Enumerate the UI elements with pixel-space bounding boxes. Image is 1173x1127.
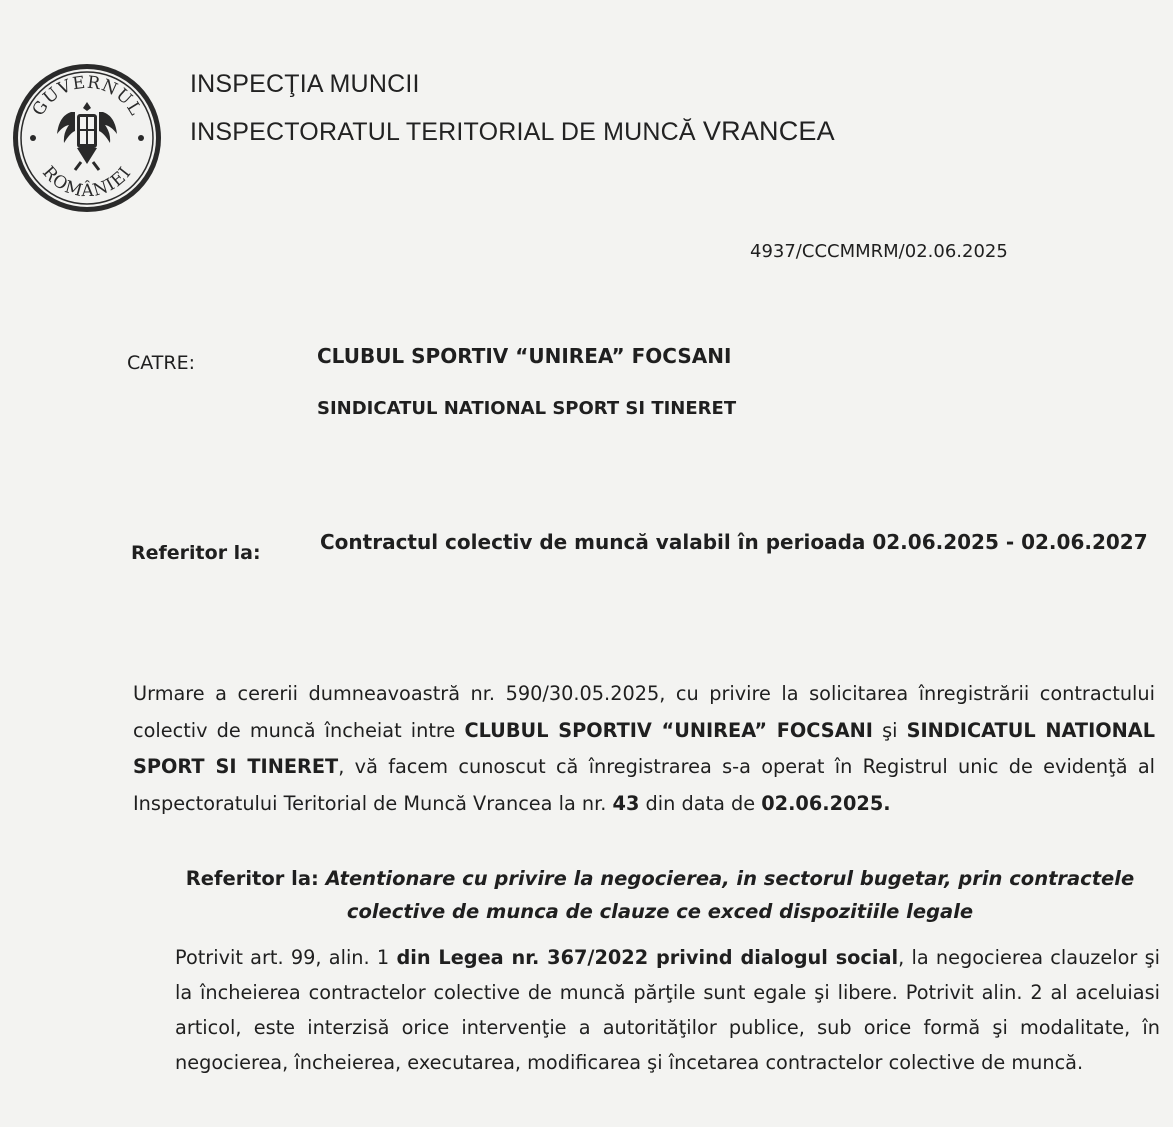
registration-number: 4937/CCCMMRM/02.06.2025 bbox=[750, 241, 1008, 262]
paragraph-bold-number: 43 bbox=[612, 791, 640, 815]
inspectorate-prefix: INSPECTORATUL TERITORIAL DE MUNCĂ bbox=[190, 118, 696, 146]
paragraph-text: şi bbox=[872, 718, 907, 742]
paragraph-bold-club: CLUBUL SPORTIV “UNIREA” FOCSANI bbox=[464, 718, 873, 742]
recipients-label: CATRE: bbox=[127, 352, 196, 374]
paragraph-text: Urmare a cererii dumneavoastră nr. 590/30.05.2025, cu privire la solicitarea înregistrării contractului colectiv de muncă încheiat intre bbox=[133, 682, 1155, 742]
paragraph-bold-law: din Legea nr. 367/2022 privind dialogul social bbox=[396, 946, 899, 969]
warning-reference bbox=[165, 862, 1155, 928]
reference-label: Referitor la: bbox=[131, 542, 261, 564]
paragraph-bold-date: 02.06.2025. bbox=[761, 791, 891, 815]
paragraph-text: , la negocierea clauzelor şi la încheierea contractelor colective de muncă părţile sunt egale şi libere. Potrivit alin. 2 al aceluiasi articol, este interzisă orice intervenţie a autorităţilor publice, sub orice formă şi modalitate, în negocierea, încheierea, executarea, modificarea şi încetarea contractelor colective de muncă. bbox=[175, 946, 1161, 1074]
government-seal bbox=[11, 62, 163, 214]
paragraph-bold-union: SINDICATUL NATIONAL SPORT SI TINERET bbox=[133, 718, 1155, 778]
svg-text:ROMÂNIEI: ROMÂNIEI bbox=[38, 162, 136, 202]
svg-text:GUVERNUL: GUVERNUL bbox=[28, 72, 146, 120]
paragraph-text: Potrivit art. 99, alin. 1 bbox=[175, 946, 397, 969]
legal-paragraph bbox=[175, 940, 1160, 1080]
inspectorate-county: VRANCEA bbox=[702, 116, 835, 146]
warning-reference-subject: Atentionare cu privire la negocierea, in sectorul bugetar, prin contractele colective de munca de clauze ce exced dispozitiile legale bbox=[325, 867, 1135, 923]
paragraph-text: din data de bbox=[639, 791, 762, 815]
government-seal-graphic bbox=[11, 62, 163, 214]
warning-reference-label: Referitor la: bbox=[185, 867, 319, 890]
recipient-club: CLUBUL SPORTIV “UNIREA” FOCSANI bbox=[317, 344, 732, 368]
paragraph-text: , vă facem cunoscut că înregistrarea s-a operat în Registrul unic de evidenţă al Inspectoratului Teritorial de Muncă Vrancea la nr. bbox=[133, 755, 1155, 815]
institution-name: INSPECŢIA MUNCII bbox=[190, 70, 420, 98]
recipient-union: SINDICATUL NATIONAL SPORT SI TINERET bbox=[317, 398, 737, 419]
registration-paragraph bbox=[133, 676, 1155, 822]
inspectorate-name bbox=[190, 116, 835, 147]
reference-subject: Contractul colectiv de muncă valabil în perioada 02.06.2025 - 02.06.2027 bbox=[320, 530, 1148, 554]
